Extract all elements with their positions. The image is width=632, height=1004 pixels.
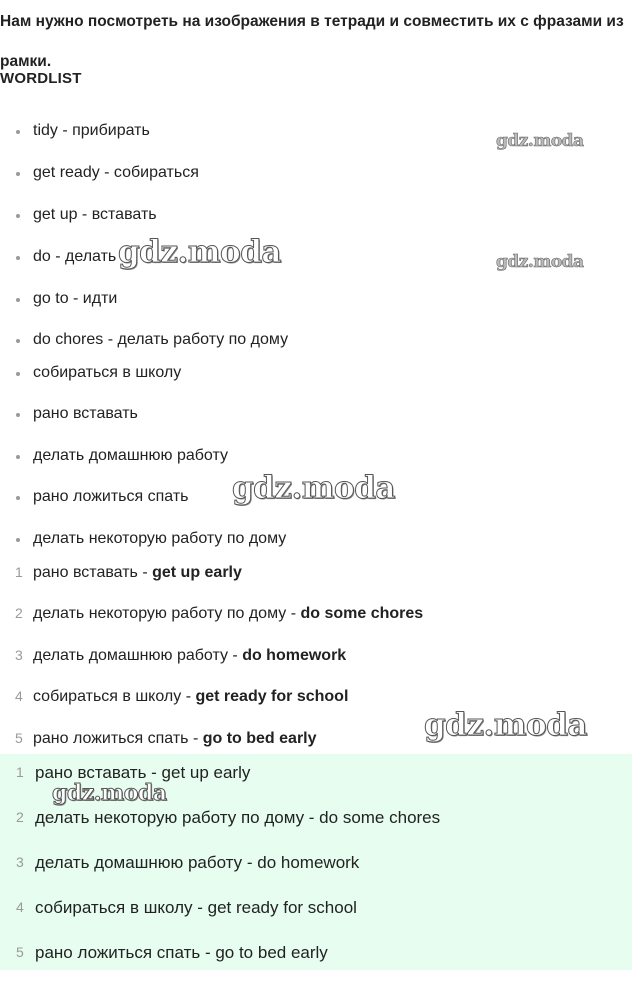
item-number: 4	[15, 688, 23, 704]
list-item: go to - идти	[33, 290, 118, 307]
highlighted-text: делать некоторую работу по дому - do some chores	[35, 808, 441, 827]
list-item: делать некоторую работу по дому	[33, 530, 287, 547]
highlighted-text: делать домашнюю работу - do homework	[35, 853, 360, 872]
list-item: рано вставать	[33, 405, 138, 422]
watermark-logo: gdz.moda	[496, 252, 584, 272]
list-item: tidy - прибирать	[33, 122, 150, 139]
watermark-logo: gdz.moda	[496, 131, 584, 151]
phrase-ru: делать некоторую работу по дому -	[33, 605, 301, 622]
phrase-ru: собираться в школу -	[33, 688, 196, 705]
item-number: 5	[16, 944, 24, 960]
phrase-en: do some chores	[300, 605, 424, 622]
phrase-en: get up early	[152, 564, 242, 581]
list-item: do chores - делать работу по дому	[33, 331, 289, 348]
list-item: get ready - собираться	[33, 164, 199, 181]
list-item: собираться в школу	[33, 364, 182, 381]
list-item: get up - вставать	[33, 206, 157, 223]
highlighted-text: рано ложиться спать - go to bed early	[35, 943, 328, 962]
item-number: 2	[16, 809, 24, 825]
highlighted-text: собираться в школу - get ready for school	[35, 898, 357, 917]
phrase-ru: делать домашнюю работу -	[33, 647, 243, 664]
item-number: 1	[15, 564, 23, 580]
item-number: 2	[15, 605, 23, 621]
phrase-en: get ready for school	[195, 688, 349, 705]
watermark-logo: gdz.moda	[232, 470, 395, 506]
list-item: рано ложиться спать	[33, 488, 189, 505]
phrase-ru: рано ложиться спать -	[33, 730, 203, 747]
watermark-logo: gdz.moda	[424, 707, 587, 743]
item-number: 4	[16, 899, 24, 915]
watermark-logo: gdz.moda	[52, 780, 167, 806]
list-item: делать домашнюю работу	[33, 447, 228, 464]
highlighted-answer-box	[0, 754, 632, 970]
list-item: do - делать	[33, 248, 117, 265]
watermark-logo: gdz.moda	[118, 234, 281, 270]
phrase-en: do homework	[242, 647, 347, 664]
highlighted-text: рано вставать - get up early	[35, 763, 251, 782]
item-number: 3	[16, 854, 24, 870]
intro-text: Нам нужно посмотреть на изображения в тетради и совместить их с фразами из рамки.	[0, 13, 624, 70]
item-number: 3	[15, 647, 23, 663]
phrase-ru: рано вставать -	[33, 564, 153, 581]
wordlist-heading: WORDLIST	[0, 70, 82, 87]
item-number: 1	[16, 764, 24, 780]
phrase-en: go to bed early	[202, 730, 317, 747]
item-number: 5	[15, 730, 23, 746]
